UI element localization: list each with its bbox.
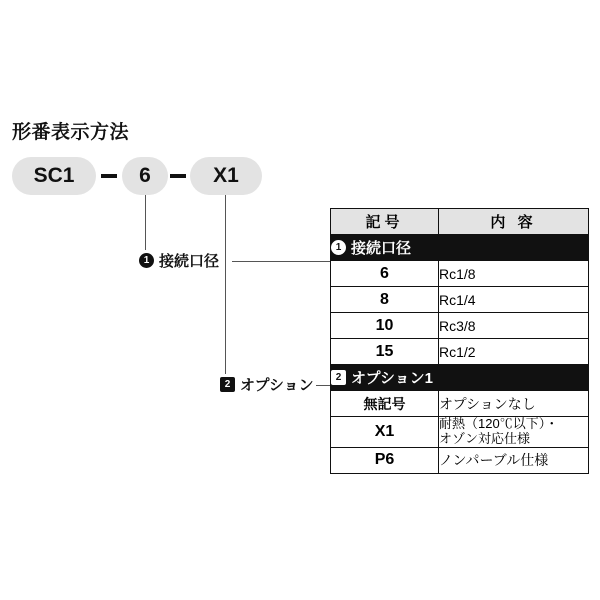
model-code-separator-2	[170, 174, 186, 178]
table-section-header-option	[331, 365, 589, 391]
model-code-option: X1	[190, 157, 262, 195]
marker-two-icon: 2	[331, 370, 346, 385]
cell-symbol: X1	[331, 417, 439, 448]
callout-port-diameter	[137, 250, 221, 271]
marker-one-icon: 1	[331, 240, 346, 255]
table-row	[331, 287, 589, 313]
cell-content-line2: オゾン対応仕様	[439, 430, 531, 446]
model-code-base: SC1	[12, 157, 96, 195]
cell-content: ノンパーブル仕様	[439, 447, 589, 473]
cell-symbol: 8	[331, 287, 439, 313]
cell-symbol: 10	[331, 313, 439, 339]
cell-content: Rc3/8	[439, 313, 589, 339]
section-title-port: 接続口径	[351, 240, 412, 257]
page-title: 形番表示方法	[12, 122, 130, 143]
cell-content	[439, 417, 589, 448]
table-row	[331, 447, 589, 473]
table-row	[331, 261, 589, 287]
cell-symbol: 15	[331, 339, 439, 365]
table-row	[331, 313, 589, 339]
cell-content: Rc1/8	[439, 261, 589, 287]
leader-line-port-horizontal	[232, 261, 330, 262]
table-row	[331, 339, 589, 365]
model-code-port: 6	[122, 157, 168, 195]
cell-content: Rc1/2	[439, 339, 589, 365]
section-title-option: オプション1	[351, 370, 433, 387]
callout-option-label: オプション	[240, 377, 314, 394]
table-header-content: 内 容	[439, 209, 589, 235]
callout-port-diameter-label: 接続口径	[159, 253, 220, 270]
table-row	[331, 417, 589, 448]
marker-one-icon: 1	[139, 253, 154, 268]
leader-line-option-vertical	[225, 195, 226, 385]
table-row	[331, 391, 589, 417]
spec-table	[330, 208, 589, 474]
table-header-row	[331, 209, 589, 235]
marker-two-icon: 2	[220, 377, 235, 392]
cell-content: Rc1/4	[439, 287, 589, 313]
table-header-symbol: 記号	[331, 209, 439, 235]
cell-content: オプションなし	[439, 391, 589, 417]
cell-symbol: 無記号	[331, 391, 439, 417]
table-section-header-port	[331, 235, 589, 261]
cell-symbol: P6	[331, 447, 439, 473]
cell-symbol: 6	[331, 261, 439, 287]
cell-content-line1: 耐熱（120℃以下）・	[439, 416, 559, 431]
model-code-separator-1	[101, 174, 117, 178]
callout-option	[218, 374, 316, 395]
